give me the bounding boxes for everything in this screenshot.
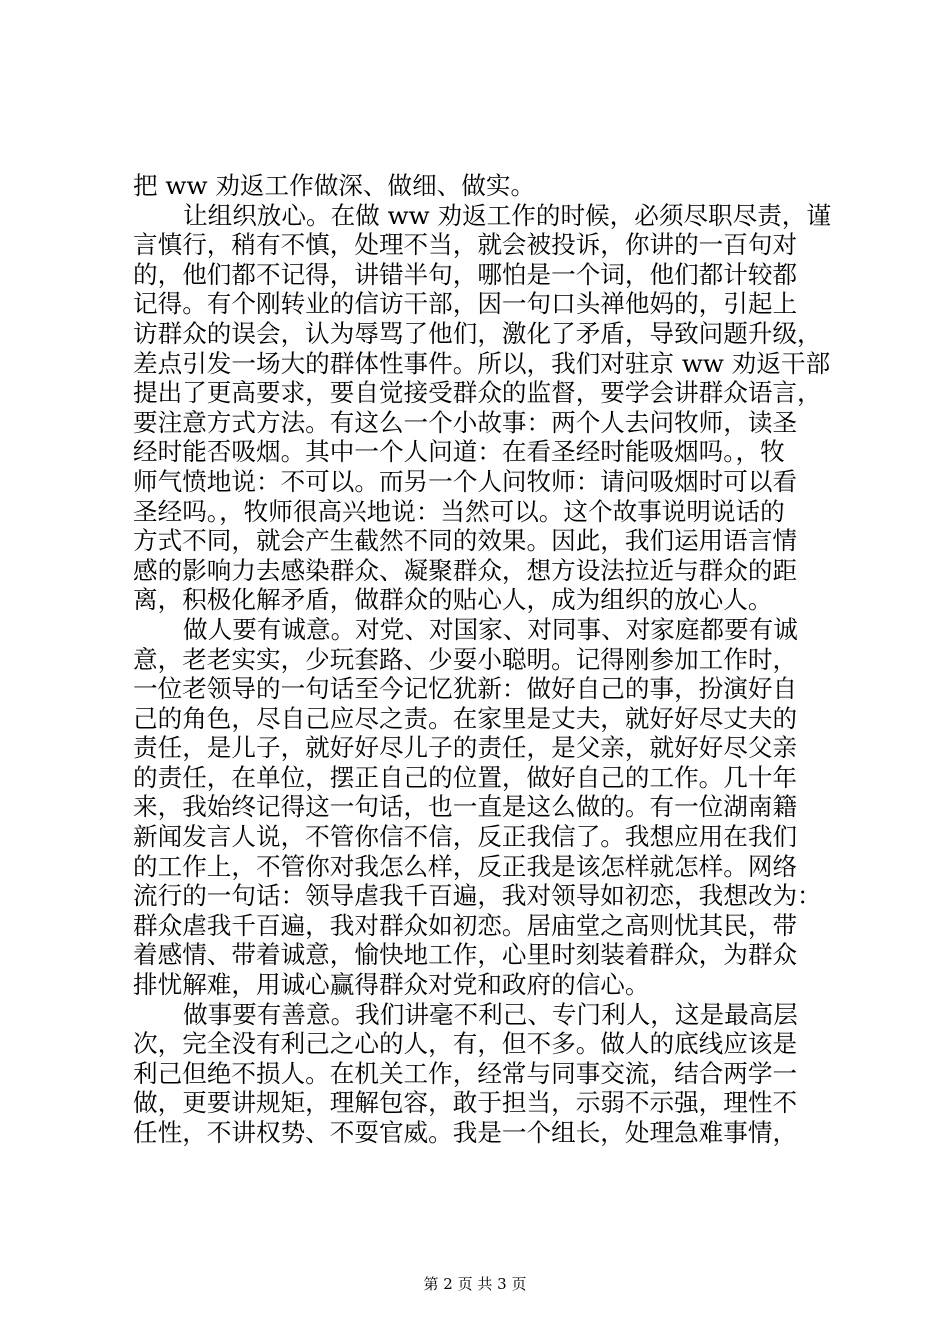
text-line: 的，他们都不记得，讲错半句，哪怕是一个词，他们都计较都: [133, 259, 798, 289]
text-line: 次，完全没有利己之心的人，有，但不多。做人的底线应该是: [133, 1029, 798, 1059]
text-line: 任性，不讲权势、不耍官威。我是一个组长，处理急难事情，: [133, 1118, 798, 1147]
paragraph-first-line: 做人要有诚意。对党、对国家、对同事、对家庭都要有诚: [183, 614, 798, 644]
text-line: 记得。有个刚转业的信访干部，因一句口头禅他妈的，引起上: [133, 289, 798, 319]
text-line: 言慎行，稍有不慎，处理不当，就会被投诉，你讲的一百句对: [133, 230, 798, 260]
document-body: [133, 171, 831, 1148]
paragraph-first-line: 让组织放心。在做 ww 劝返工作的时候，必须尽职尽责，谨: [183, 200, 831, 230]
text-line: 来，我始终记得这一句话，也一直是这么做的。有一位湖南籍: [133, 792, 798, 822]
text-line: 一位老领导的一句话至今记忆犹新：做好自己的事，扮演好自: [133, 674, 798, 704]
text-line: 着感情、带着诚意，愉快地工作，心里时刻装着群众，为群众: [133, 940, 798, 970]
text-line: 流行的一句话：领导虐我千百遍，我对领导如初恋，我想改为：: [133, 881, 822, 911]
text-line: 责任，是儿子，就好好尽儿子的责任，是父亲，就好好尽父亲: [133, 733, 798, 763]
text-line: 己的角色，尽自己应尽之责。在家里是丈夫，就好好尽丈夫的: [133, 703, 798, 733]
text-line: 访群众的误会，认为辱骂了他们，激化了矛盾，导致问题升级，: [133, 318, 822, 348]
text-line: 利己但绝不损人。在机关工作，经常与同事交流，结合两学一: [133, 1058, 798, 1088]
text-line: 离，积极化解矛盾，做群众的贴心人，成为组织的放心人。: [133, 585, 773, 615]
text-line: 群众虐我千百遍，我对群众如初恋。居庙堂之高则忧其民，带: [133, 910, 798, 940]
text-line: 的责任，在单位，摆正自己的位置，做好自己的工作。几十年: [133, 762, 798, 792]
paragraph-first-line: 做事要有善意。我们讲毫不利己、专门利人，这是最高层: [183, 999, 798, 1029]
text-line: 把 ww 劝返工作做深、做细、做实。: [133, 171, 536, 200]
text-line: 经时能否吸烟。其中一个人问道：在看圣经时能吸烟吗。，牧: [133, 437, 785, 467]
page-footer: 第 2 页 共 3 页: [423, 1275, 527, 1293]
text-line: 差点引发一场大的群体性事件。所以，我们对驻京 ww 劝返干部: [133, 348, 831, 378]
text-line: 师气愤地说：不可以。而另一个人问牧师：请问吸烟时可以看: [133, 466, 798, 496]
text-line: 圣经吗。，牧师很高兴地说：当然可以。这个故事说明说话的: [133, 496, 785, 526]
text-line: 方式不同，就会产生截然不同的效果。因此，我们运用语言情: [133, 526, 798, 556]
text-line: 的工作上，不管你对我怎么样，反正我是该怎样就怎样。网络: [133, 851, 798, 881]
text-line: 新闻发言人说，不管你信不信，反正我信了。我想应用在我们: [133, 822, 798, 852]
text-line: 提出了更高要求，要自觉接受群众的监督，要学会讲群众语言，: [133, 378, 822, 408]
text-line: 意，老老实实，少玩套路、少耍小聪明。记得刚参加工作时，: [133, 644, 798, 674]
text-line: 感的影响力去感染群众、凝聚群众，想方设法拉近与群众的距: [133, 555, 798, 585]
text-line: 要注意方式方法。有这么一个小故事：两个人去问牧师，读圣: [133, 407, 798, 437]
text-line: 做，更要讲规矩，理解包容，敢于担当，示弱不示强，理性不: [133, 1088, 798, 1118]
text-line: 排忧解难，用诚心赢得群众对党和政府的信心。: [133, 970, 650, 1000]
